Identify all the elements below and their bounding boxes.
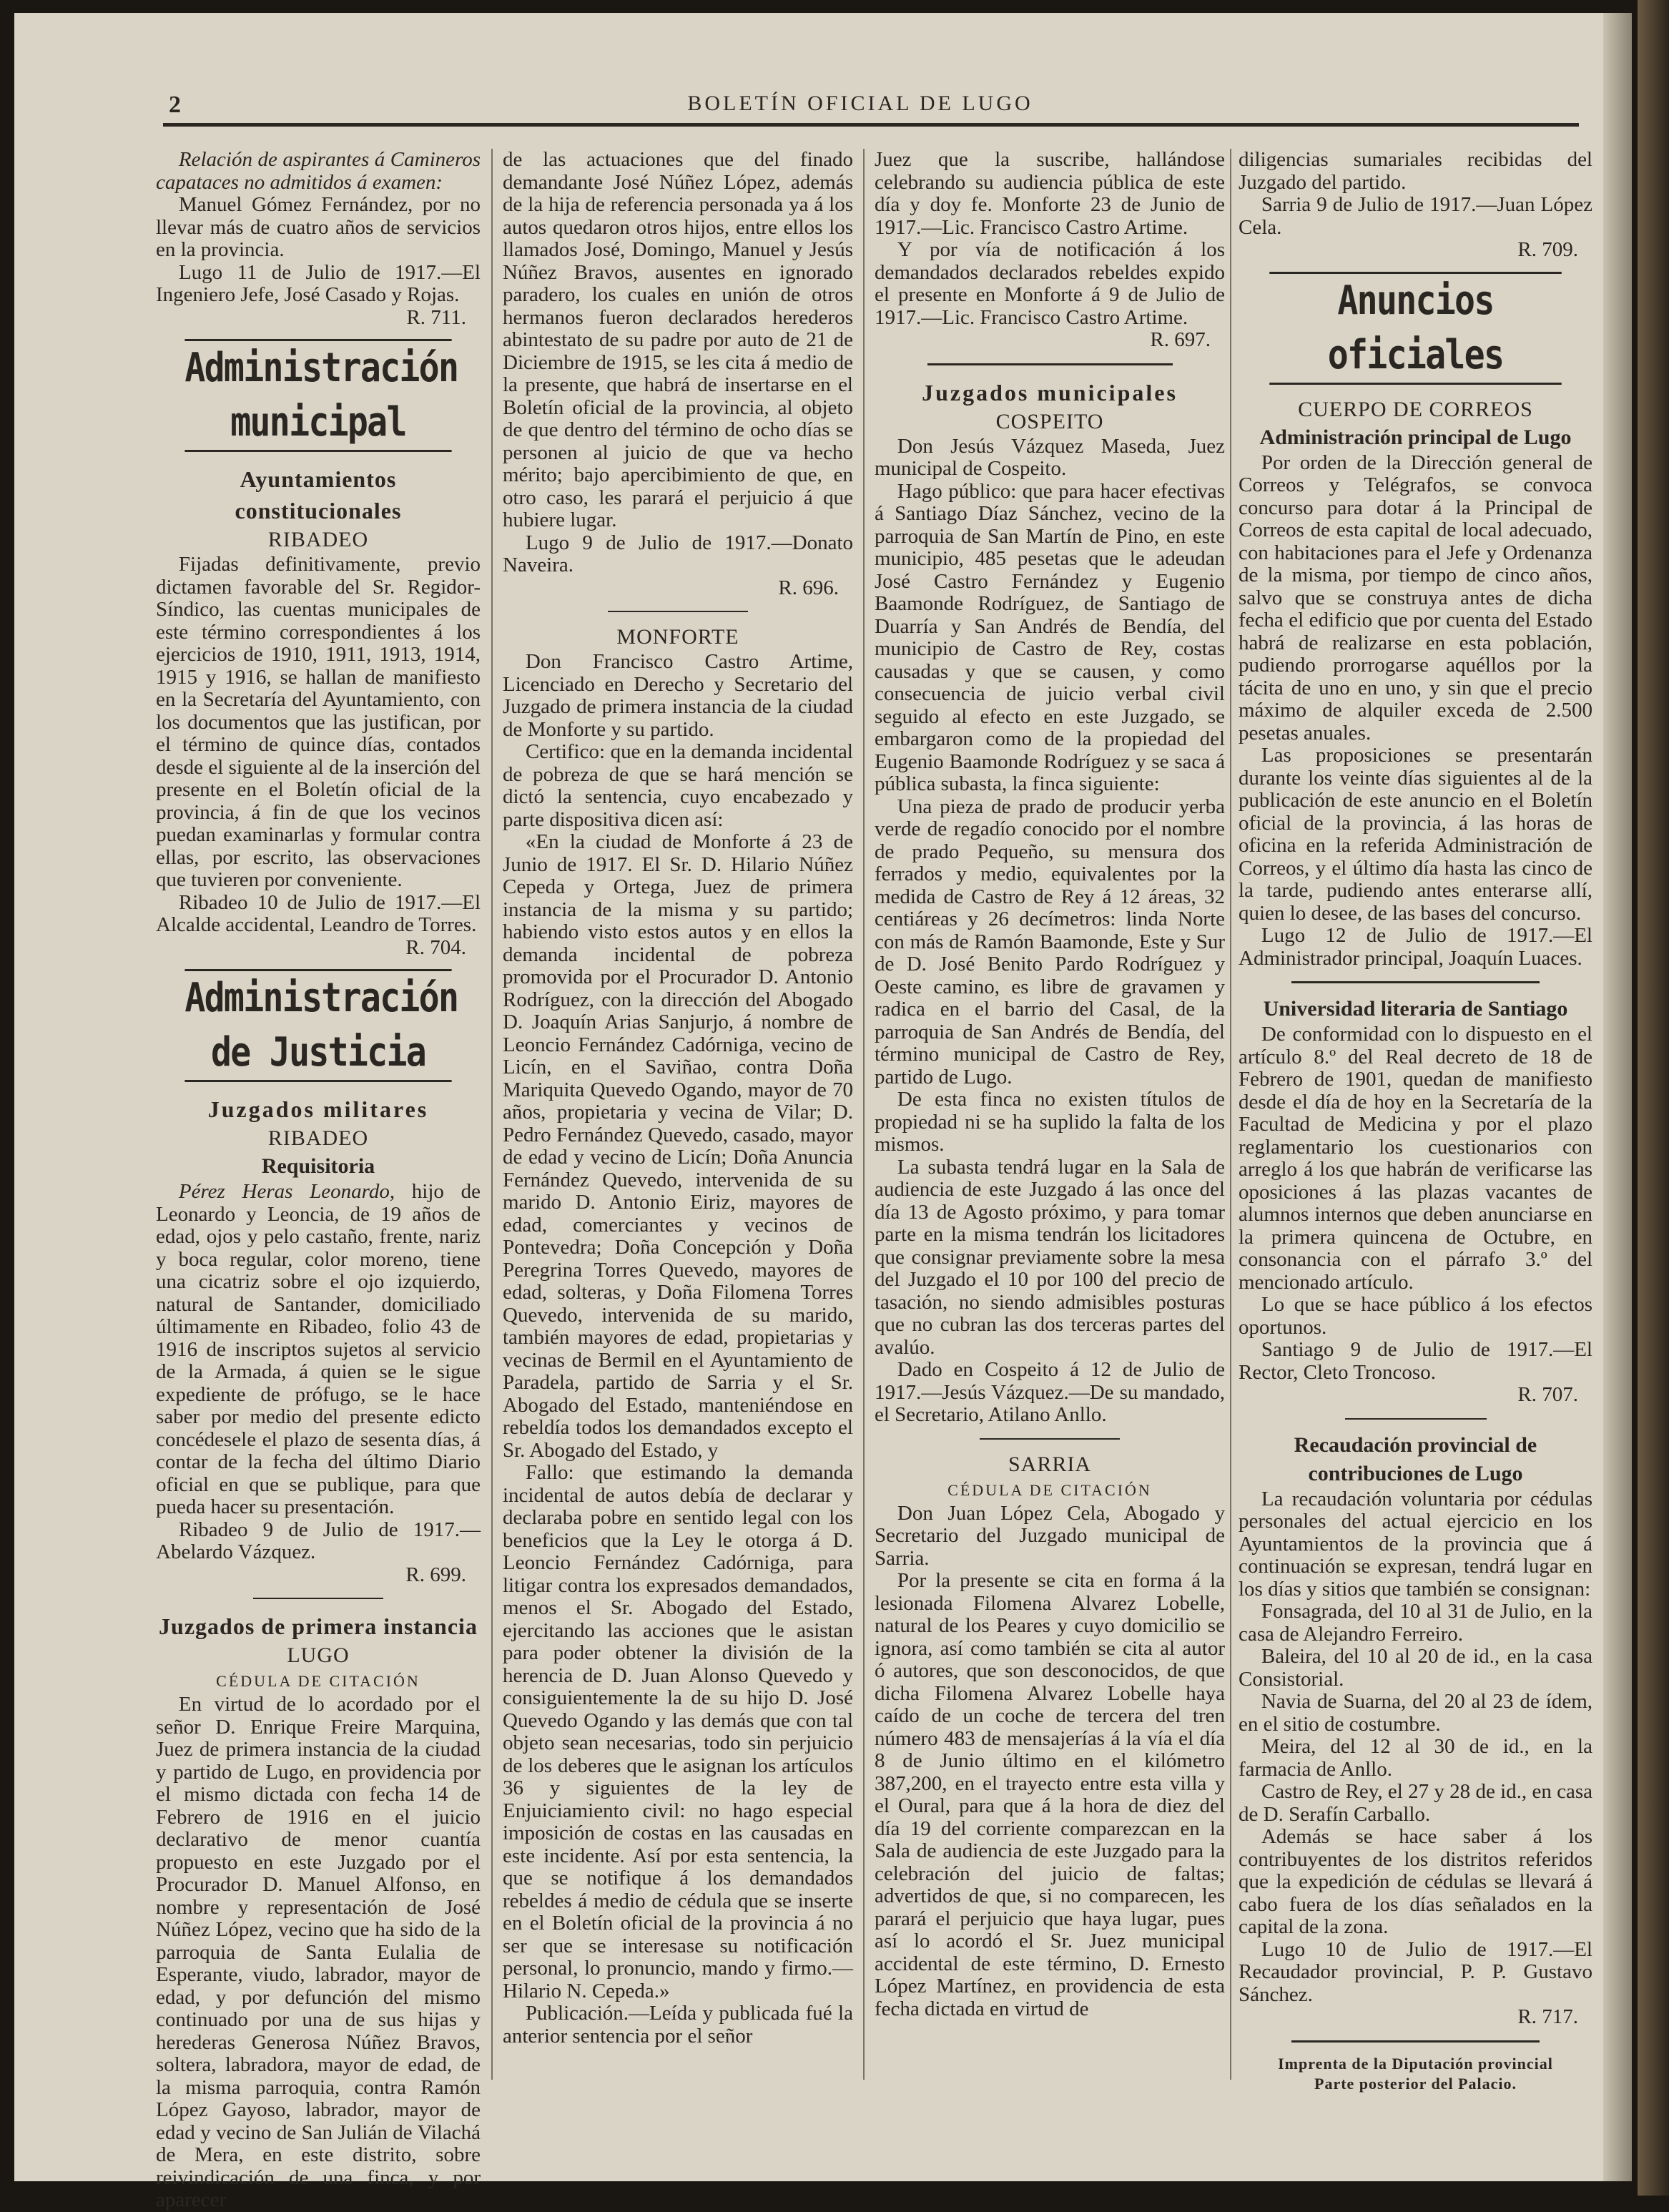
cospeito-p1: Don Jesús Vázquez Maseda, Juez municipal de Cospeito. (875, 434, 1225, 480)
cospeito-p2: Hago público: que para hacer efectivas á Santiago Díaz Sánchez, vecino de la parroquia de San Martín de Pino, en este municipio, 485 pesetas que le adeudan José Castro Fernández y Eugenio Baamonde Rodríguez, de Santiago de Duarría y San Andrés de Bendía, del municipio de Castro de Rey, costas causadas y que se causen, y como consecuencia de juicio verbal civil seguido al efecto en este Juzgado, se embargaron como de la propiedad del Eugenio Baamonde Rodríguez y se saca á pública subasta, la finca siguiente: (875, 479, 1225, 795)
header-rule (163, 123, 1579, 127)
monforte-p5: Publicación.—Leída y publicada fué la anterior sentencia por el señor (503, 2002, 853, 2048)
cospeito-p4: De esta finca no existen títulos de propiedad ni se ha suplido la falta de los mismos. (875, 1088, 1225, 1156)
imprint-line-1: Imprenta de la Diputación provincial (1278, 2054, 1553, 2073)
heading-ribadeo-2: RIBADEO (267, 1126, 369, 1150)
rec-line: Baleira, del 10 al 20 de id., en la casa Consistorial. (1239, 1645, 1592, 1691)
heading-cedula-citacion-2: CÉDULA DE CITACIÓN (947, 1480, 1152, 1499)
requisitoria-body (156, 1181, 481, 1519)
ribadeo-ref: R. 704. (405, 935, 466, 959)
sarria-p1: Don Juan López Cela, Abogado y Secretario del Juzgado municipal de Sarria. (875, 1501, 1225, 1570)
rec-line: Fonsagrada, del 10 al 31 de Julio, en la casa de Alejandro Ferreiro. (1239, 1600, 1592, 1646)
correos-p2: Las proposiciones se presentarán durante los veinte días siguientes al de la publicación de este anuncio en el Boletín oficial de la provincia, á las horas de oficina en la referida Administración de Correos, y el último día hasta las cinco de la tarde, pudiendo antes enterarse allí, quien lo desee, de las bases del concurso. (1239, 744, 1592, 925)
requisitoria-name: Pérez Heras Leonardo, (178, 1180, 395, 1203)
rec-sign: Lugo 10 de Julio de 1917.—El Recaudador provincial, P. P. Gustavo Sánchez. (1239, 1937, 1592, 2006)
sarria-p2: Por la presente se cita en forma á la lesionada Filomena Alvarez Lobelle, natural de los Peares y cuyo domicilio se ignora, así como también se cita al autor ó autores, que son desconocidos, de que dicha Filomena Alvarez Lobelle haya caído de un coche de tercera del tren número 483 de mensajerías á la vía el día 8 de Junio último en el kilómetro 387,200, en el trayecto entre esta villa y el Oural, para que á la hora de diez del día 19 del corriente comparezcan en la Sala de audiencia de este Juzgado para la celebración del juicio de faltas; advertidos de que, si no comparecen, les parará el perjuicio que haya lugar, pues así lo acordó el Sr. Juez municipal accidental de este término, D. Ernesto López Martínez, en providencia de esta fecha dictada en virtud de (875, 1569, 1225, 2020)
univ-p2: Lo que se hace público á los efectos oportunos. (1239, 1293, 1592, 1339)
requisitoria-text: hijo de Leonardo y Leoncia, de 19 años de edad, ojos y pelo castaño, frente, nariz y boca regular, color moreno, tiene una cicatriz sobre el ojo izquierdo, natural de Santander, domiciliado últimamente en Ribadeo, folio 43 de 1916 de inscriptos sujetos al servicio de la Armada, á quien se le sigue expediente de prófugo, se le hace saber por medio del presente edicto concédesele el plazo de sesenta días, á contar de la fecha del último Diario oficial en que se publique, para que pueda hacer su presentación. (156, 1180, 481, 1518)
rec-line: Meira, del 12 al 30 de id., en la farmacia de Anllo. (1239, 1735, 1592, 1781)
monforte-p4: Fallo: que estimando la demanda incidental de autos debía de declarar y declaraba pobre en sentido legal con los beneficios que la Ley le otorga á D. Leoncio Fernández Cadórniga, para litigar contra los expresados demandados, menos el Sr. Abogado del Estado, ejercitando las acciones que le asistan para poder obtener la división de la herencia de D. Juan Alonso Quevedo y consiguientemente la de su hijo D. José Quevedo Ogando y las demás que con tal objeto sean necesarias, todo sin perjuicio de los deberes que le asignan los artículos 36 y siguientes de la ley de Enjuiciamiento civil: no hago especial imposición de costas en las causadas en este incidente. Así por esta sentencia, la que se notifique á los demandados rebeldes á medio de cédula que se inserte en el Boletín oficial de la provincia á no ser que se interesase su notificación personal, lo pronuncio, mando y firmo.—Hilario N. Cepeda.» (503, 1461, 853, 2002)
column-rule (863, 149, 865, 2080)
lugo-sign: Lugo 9 de Julio de 1917.—Donato Naveira. (503, 531, 853, 576)
column-3 (875, 149, 1225, 2166)
heading-juzgados-municipales: Juzgados municipales (922, 379, 1178, 405)
rec-line: Navia de Suarna, del 20 al 23 de ídem, en el sitio de costumbre. (1239, 1690, 1592, 1736)
univ-ref: R. 707. (1517, 1383, 1578, 1406)
relacion-body: Manuel Gómez Fernández, por no llevar más de cuatro años de servicios en la provincia. (156, 193, 481, 261)
column-rule (1230, 149, 1231, 2080)
monforte-p1: Don Francisco Castro Artime, Licenciado en Derecho y Secretario del Juzgado de primera instancia de la ciudad de Monforte y su partido. (503, 650, 853, 741)
banner-administracion-municipal: Administración municipal (184, 339, 451, 452)
monforte-cont: Juez que la suscribe, hallándose celebrando su audiencia pública de este día y doy fe. Monforte 23 de Junio de 1917.—Lic. Francisco Castro Artime. (875, 148, 1225, 239)
heading-correos: CUERPO DE CORREOS (1298, 397, 1533, 421)
cospeito-p6: Dado en Cospeito á 12 de Julio de 1917.—Jesús Vázquez.—De su mandado, el Secretario, Atilano Anllo. (875, 1358, 1225, 1426)
heading-recaudacion: Recaudación provincial de contribuciones de Lugo (1294, 1432, 1537, 1485)
heading-sarria: SARRIA (1008, 1452, 1092, 1476)
separator (1291, 981, 1540, 983)
heading-universidad: Universidad literaria de Santiago (1263, 997, 1568, 1021)
requisitoria-sign: Ribadeo 9 de Julio de 1917.—Abelardo Vázquez. (156, 1518, 481, 1563)
ribadeo-body: Fijadas definitivamente, previo dictamen favorable del Sr. Regidor-Síndico, las cuentas municipales de este término correspondientes á los ejercicios de 1910, 1911, 1913, 1914, 1915 y 1916, se hallan de manifiesto en la Secretaría del Ayuntamiento, con los documentos que las justifican, por el término de quince días, contados desde el siguiente al de la inserción del presente en el Boletín oficial de la provincia, á fin de que los vecinos puedan examinarlas y formular contra ellas, por escrito, las observaciones que tuvieren por conveniente. (156, 553, 481, 891)
cospeito-p3: Una pieza de prado de producir yerba verde de regadío conocido por el nombre de prado Pequeño, su mensura dos ferrados y medio, equivalentes por la medida de Castro de Rey á 12 áreas, 32 centiáreas y 26 decímetros: linda Norte con más de Ramón Baamonde, Este y Sur de D. José Benito Pardo Rodríguez y Oeste camino, es libre de gravamen y radica en el barrio del Casal, de la parroquia de San Andrés de Bendía, del término municipal de Castro de Rey, partido de Lugo. (875, 795, 1225, 1088)
lugo-ref: R. 696. (778, 576, 839, 599)
book-edge (1638, 0, 1669, 2196)
sarria-sign: Sarria 9 de Julio de 1917.—Juan López Cela. (1239, 193, 1592, 239)
separator (980, 1438, 1120, 1440)
imprint-line-2: Parte posterior del Palacio. (1314, 2074, 1517, 2093)
heading-cedula-citacion: CÉDULA DE CITACIÓN (216, 1672, 420, 1690)
monforte-ref: R. 697. (1150, 328, 1211, 351)
heading-lugo: LUGO (287, 1643, 350, 1667)
heading-ayuntamientos: Ayuntamientos constitucionales (235, 466, 402, 523)
banner-anuncios-oficiales: Anuncios oficiales (1269, 272, 1562, 385)
rec-p1: La recaudación voluntaria por cédulas personales del actual ejercicio en los Ayuntamientos de la provincia que á continuación se expresan, tendrá lugar en los días y sitios que también se consignan: (1239, 1487, 1592, 1601)
column-4 (1239, 149, 1592, 2166)
running-head: BOLETÍN OFICIAL DE LUGO (687, 92, 1033, 115)
monforte-p3: «En la ciudad de Monforte á 23 de Junio de 1917. El Sr. D. Hilario Núñez Cepeda y Ortega, Juez de primera instancia de la misma y su partido; habiendo visto estos autos y en ellos la demanda incidental de pobreza promovida por el Procurador D. Antonio Rodríguez, con la dirección del Abogado D. Joaquín Arias Sanjurjo, á nombre de Leoncio Fernández Cadórniga, vecino de Licín, en el Saviñao, contra Doña Mariquita Quevedo Ogando, mayor de 70 años, propietaria y vecina de Vilar; D. Pedro Fernández Quevedo, casado, mayor de edad y vecino de Licín; Doña Anuncia Fernández Quevedo, intervenida de su marido D. Antonio Eiriz, mayores de edad, comerciantes y vecinos de Pontevedra; Doña Concepción y Doña Peregrina Torres Quevedo, mayores de edad, solteras, y Doña Filomena Torres Quevedo, intervenida de su marido, también mayores de edad, propietarias y vecinas de Bermil en el Ayuntamiento de Paradela, partido de Sarria y el Sr. Abogado del Estado, manteniéndose en rebeldía todos los demandados excepto el Sr. Abogado del Estado, y (503, 830, 853, 1462)
relacion-title: Relación de aspirantes á Camineros capataces no admitidos á examen: (156, 148, 481, 194)
heading-monforte: MONFORTE (616, 625, 739, 649)
correos-sign: Lugo 12 de Julio de 1917.—El Administrador principal, Joaquín Luaces. (1239, 924, 1592, 970)
rec-line: Castro de Rey, el 27 y 28 de id., en casa de D. Serafín Carballo. (1239, 1780, 1592, 1826)
heading-admin-principal: Administración principal de Lugo (1259, 425, 1572, 449)
separator (927, 363, 1173, 365)
heading-juzgados-primera: Juzgados de primera instancia (159, 1613, 478, 1639)
heading-cospeito: COSPEITO (995, 409, 1104, 433)
heading-requisitoria: Requisitoria (261, 1154, 375, 1178)
column-1 (156, 148, 481, 2211)
lugo-body: En virtud de lo acordado por el señor D. Enrique Freire Marquina, Juez de primera instancia de la ciudad y partido de Lugo, en providencia por el mismo dictada con fecha 14 de Febrero de 1916 en el juicio declarativo de menor cuantía propuesto en este Juzgado por el Procurador D. Manuel Alfonso, en nombre y representación de José Núñez López, vecino que ha sido de la parroquia de Santa Eulalia de Esperante, viudo, labrador, mayor de edad, y por defunción del mismo continuado por una de sus hijas y herederas Generosa Núñez Bravos, soltera, labradora, mayor de edad, de la misma parroquia, contra Ramón López Gayoso, labrador, mayor de edad y vecino de San Julián de Vilachá de Mera, en este distrito, sobre reivindicación de una finca, y por aparecer (156, 1693, 481, 2211)
separator (253, 1598, 383, 1599)
separator (1345, 1418, 1487, 1420)
rec-ref: R. 717. (1517, 2005, 1578, 2028)
separator (608, 611, 748, 612)
page-header (142, 87, 1579, 130)
sarria-ref: R. 709. (1517, 238, 1578, 261)
univ-p1: De conformidad con lo dispuesto en el artículo 8.º del Real decreto de 18 de Febrero de 1901, quedan de manifiesto desde el día de hoy en la Secretaría de la Facultad de Medicina y por el plazo reglamentario los cuestionarios con arreglo á los que habrán de verificarse las oposiciones á las plazas vacantes de alumnos internos que deben anunciarse en la primera quincena de Octubre, en consonancia con el párrafo 3.º del mencionado artículo. (1239, 1023, 1592, 1294)
sarria-cont: diligencias sumariales recibidas del Juzgado del partido. (1239, 148, 1592, 194)
cospeito-p5: La subasta tendrá lugar en la Sala de audiencia de este Juzgado á las once del día 13 de Agosto próximo, y para tomar parte en la misma tendrán los licitadores que consignar previamente sobre la mesa del Juzgado el 10 por 100 del precio de tasación, no siendo admisibles posturas que no cubran las dos terceras partes del avalúo. (875, 1155, 1225, 1359)
column-rule (491, 149, 493, 2080)
column-2 (503, 149, 853, 2166)
requisitoria-ref: R. 699. (405, 1563, 466, 1586)
univ-sign: Santiago 9 de Julio de 1917.—El Rector, Cleto Troncoso. (1239, 1338, 1592, 1384)
ribadeo-sign: Ribadeo 10 de Julio de 1917.—El Alcalde accidental, Leandro de Torres. (156, 890, 481, 936)
newspaper-page (14, 13, 1632, 2211)
monforte-p2: Certifico: que en la demanda incidental de pobreza de que se hará mención se dictó la sentencia, cuyo encabezado y parte dispositiva dicen así: (503, 740, 853, 831)
page-number: 2 (169, 92, 181, 118)
lugo-body-cont: de las actuaciones que del finado demandante José Núñez López, además de la hija de referencia personada ya á los autos quedaron otros hijos, entre ellos los llamados José, Domingo, Manuel y Jesús Núñez Bravos, ausentes en ignorado paradero, los cuales en unión de otros hermanos fueron declarados herederos abintestato de su padre por auto de 21 de Diciembre de 1915, se les cita á medio de la presente, que habrá de insertarse en el Boletín oficial de la provincia, al objeto de que dentro del término de ocho días se personen al juicio de que va hecho mérito; bajo apercibimiento de que, en otro caso, les parará el perjuicio á que hubiere lugar. (503, 148, 853, 531)
heading-juzgados-militares: Juzgados militares (207, 1096, 429, 1122)
banner-administracion-justicia: Administración de Justicia (184, 969, 451, 1082)
separator (1291, 2040, 1540, 2043)
relacion-sign: Lugo 11 de Julio de 1917.—El Ingeniero Jefe, José Casado y Rojas. (156, 260, 481, 306)
correos-p1: Por orden de la Dirección general de Correos y Telégrafos, se convoca concurso para dotar á la Principal de Correos de esta capital de local adecuado, con habitaciones para el Jefe y Ordenanza de la misma, por tiempo de cinco años, salvo que se construya antes de dicha fecha el edificio que por cuenta del Estado habrá de realizarse en esta población, pudiendo prorrogarse aquéllos por la tácita de uno en uno, y sin que el precio máximo de alquiler exceda de 2.500 pesetas anuales. (1239, 451, 1592, 744)
monforte-notif: Y por vía de notificación á los demandados declarados rebeldes expido el presente en Monforte á 9 de Julio de 1917.—Lic. Francisco Castro Artime. (875, 238, 1225, 329)
relacion-ref: R. 711. (406, 305, 466, 329)
rec-p2: Además se hace saber á los contribuyentes de los distritos referidos que la expedición de cédulas se llevará á cabo fuera de los días señalados en la capital de la zona. (1239, 1825, 1592, 1938)
heading-ribadeo: RIBADEO (267, 528, 369, 551)
